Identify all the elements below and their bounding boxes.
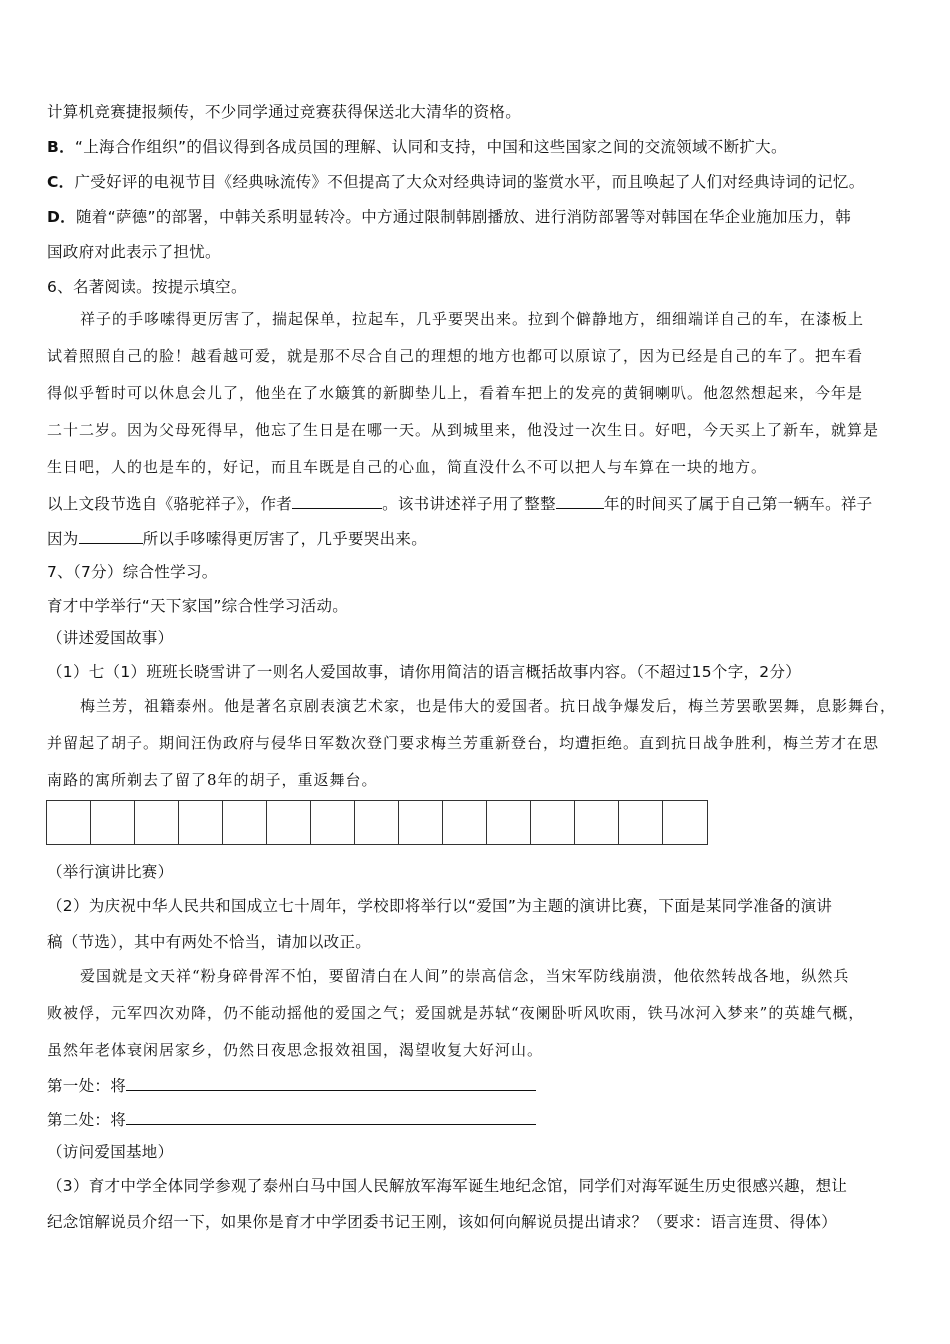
answer-grid <box>46 800 708 845</box>
second-fix-label: 第二处：将 <box>47 1111 127 1129</box>
question-7-intro: 育才中学举行“天下家国”综合性学习活动。 <box>47 597 349 615</box>
first-fix-line <box>47 1074 536 1096</box>
section-title: （访问爱国基地） <box>47 1143 174 1161</box>
passage-6-line: 得似乎暂时可以休息会儿了，他坐在了水簸箕的新脚垫儿上，看着车把上的发亮的黄铜喇叭。他忽然想起来，今年是 <box>47 384 864 402</box>
answer-cell[interactable] <box>311 801 355 844</box>
reason-blank[interactable] <box>79 527 143 544</box>
answer-cell[interactable] <box>443 801 487 844</box>
passage-6-line: 试着照照自己的脸！越看越可爱，就是那不尽合自己的理想的地方也都可以原谅了，因为已经是自己的车了。把车看 <box>47 347 864 365</box>
question-7-3: （3）育才中学全体同学参观了泰州白马中国人民解放军海军诞生地纪念馆，同学们对海军诞生历史很感兴趣，想让 <box>47 1177 848 1195</box>
second-fix-blank[interactable] <box>126 1108 536 1125</box>
speech-line: 爱国就是文天祥“粉身碎骨浑不怕，要留清白在人间”的崇高信念，当宋军防线崩溃，他依然转战各地，纵然兵 <box>80 967 850 985</box>
question-7-2: （2）为庆祝中华人民共和国成立七十周年，学校即将举行以“爱国”为主题的演讲比赛，下面是某同学准备的演讲 <box>47 897 833 915</box>
answer-cell[interactable] <box>531 801 575 844</box>
fill-text: 以上文段节选自《骆驼祥子》，作者 <box>47 495 293 513</box>
author-blank[interactable] <box>292 492 382 509</box>
section-title: （举行演讲比赛） <box>47 863 174 881</box>
option-d-label: D． <box>47 208 76 226</box>
passage-7-line: 南路的寓所剃去了留了8年的胡子，重返舞台。 <box>47 771 378 789</box>
question-7-2-cont: 稿（节选），其中有两处不恰当，请加以改正。 <box>47 933 372 951</box>
first-fix-label: 第一处：将 <box>47 1077 127 1095</box>
option-d-text: 随着“萨德”的部署，中韩关系明显转冷。中方通过限制韩剧播放、进行消防部署等对韩国在华企业施加压力，韩 <box>75 208 852 226</box>
fill-text: 所以手哆嗦得更厉害了，几乎要哭出来。 <box>142 530 428 548</box>
answer-cell[interactable] <box>135 801 179 844</box>
option-d <box>47 207 851 227</box>
question-6-title: 6、名著阅读。按提示填空。 <box>47 278 247 296</box>
fill-text: 年的时间买了属于自己第一辆车。祥子 <box>603 495 873 513</box>
question-7-1: （1）七（1）班班长晓雪讲了一则名人爱国故事，请你用简洁的语言概括故事内容。（不超过15个字，2分） <box>47 663 802 681</box>
section-title: （讲述爱国故事） <box>47 629 174 647</box>
answer-cell[interactable] <box>487 801 531 844</box>
passage-6-line: 生日吧，人的也是车的，好记，而且车既是自己的心血，简直没什么不可以把人与车算在一块的地方。 <box>47 458 768 476</box>
answer-cell[interactable] <box>399 801 443 844</box>
text-line: 计算机竞赛捷报频传，不少同学通过竞赛获得保送北大清华的资格。 <box>47 103 522 121</box>
passage-7-line: 梅兰芳，祖籍泰州。他是著名京剧表演艺术家，也是伟大的爱国者。抗日战争爆发后，梅兰芳罢歌罢舞，息影舞台， <box>80 697 897 715</box>
answer-cell[interactable] <box>355 801 399 844</box>
option-b <box>47 137 787 157</box>
option-b-text: “上海合作组织”的倡议得到各成员国的理解、认同和支持，中国和这些国家之间的交流领域不断扩大。 <box>74 138 787 156</box>
speech-line: 虽然年老体衰闲居家乡，仍然日夜思念报效祖国，渴望收复大好河山。 <box>47 1041 544 1059</box>
second-fix-line <box>47 1108 536 1130</box>
option-c-label: C． <box>47 173 75 191</box>
passage-7-line: 并留起了胡子。期间汪伪政府与侵华日军数次登门要求梅兰芳重新登台，均遭拒绝。直到抗日战争胜利，梅兰芳才在思 <box>47 734 880 752</box>
answer-cell[interactable] <box>223 801 267 844</box>
answer-cell[interactable] <box>575 801 619 844</box>
question-7-title: 7、（7分）综合性学习。 <box>47 563 218 581</box>
option-d-cont: 国政府对此表示了担忧。 <box>47 243 221 261</box>
answer-cell[interactable] <box>267 801 311 844</box>
passage-6-line: 二十二岁。因为父母死得早，他忘了生日是在哪一天。从到城里来，他没过一次生日。好吧，今天买上了新车，就算是 <box>47 421 880 439</box>
years-blank[interactable] <box>556 492 604 509</box>
answer-cell[interactable] <box>663 801 707 844</box>
answer-cell[interactable] <box>47 801 91 844</box>
passage-6-line: 祥子的手哆嗦得更厉害了，揣起保单，拉起车，几乎要哭出来。拉到个僻静地方，细细端详自己的车，在漆板上 <box>80 310 865 328</box>
fill-in-6-line1 <box>47 492 872 514</box>
fill-text: 。该书讲述祥子用了整整 <box>382 495 556 513</box>
option-c <box>47 172 865 192</box>
answer-cell[interactable] <box>91 801 135 844</box>
option-b-label: B． <box>47 138 75 156</box>
speech-line: 败被俘，元军四次劝降，仍不能动摇他的爱国之气；爱国就是苏轼“夜阑卧听风吹雨，铁马冰河入梦来”的英雄气概， <box>47 1004 865 1022</box>
answer-cell[interactable] <box>619 801 663 844</box>
option-c-text: 广受好评的电视节目《经典咏流传》不但提高了大众对经典诗词的鉴赏水平，而且唤起了人们对经典诗词的记忆。 <box>74 173 865 191</box>
question-7-3-cont: 纪念馆解说员介绍一下，如果你是育才中学团委书记王刚，该如何向解说员提出请求？（要求：语言连贯、得体） <box>47 1213 838 1231</box>
first-fix-blank[interactable] <box>126 1074 536 1091</box>
answer-cell[interactable] <box>179 801 223 844</box>
fill-text: 因为 <box>47 530 79 548</box>
fill-in-6-line2 <box>47 527 427 549</box>
